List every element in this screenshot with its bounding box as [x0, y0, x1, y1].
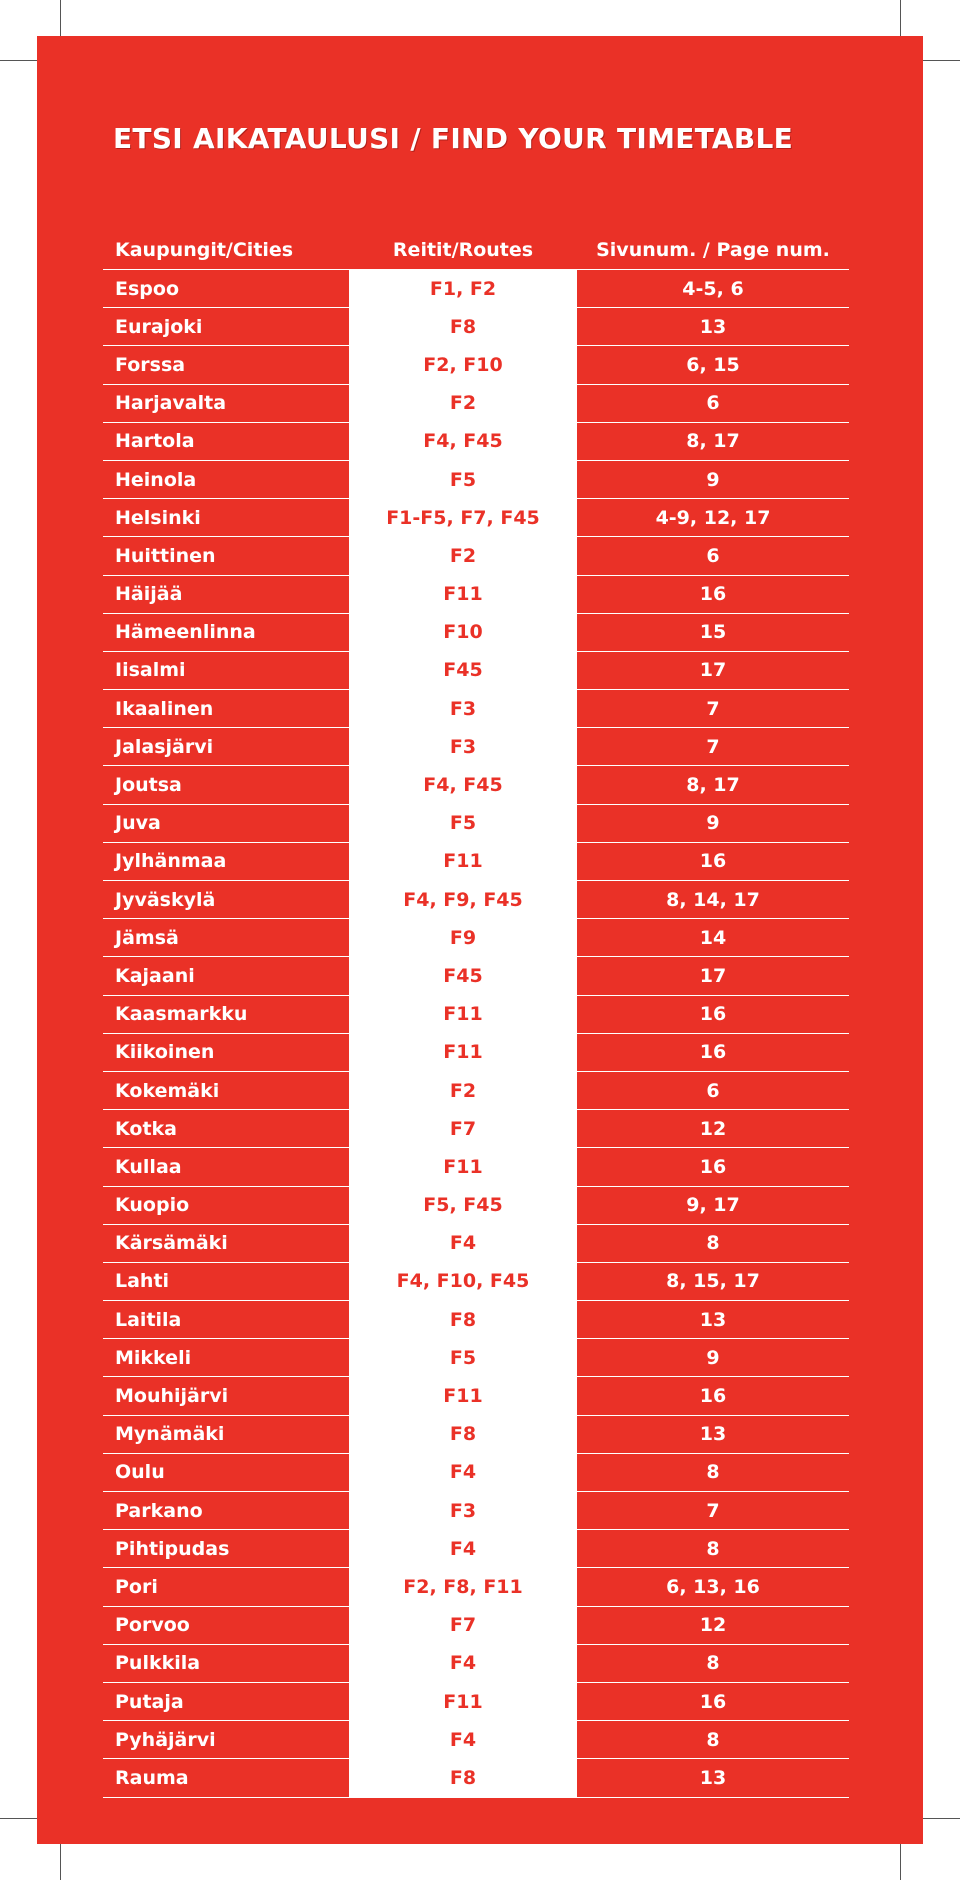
routes-cell: F11: [349, 576, 577, 613]
routes-cell: F3: [349, 728, 577, 765]
table-header-row: [103, 231, 849, 269]
city-cell: Ikaalinen: [115, 697, 214, 720]
page-num-cell: 6: [706, 544, 720, 567]
page-num-cell: 16: [699, 850, 727, 873]
routes-cell: F4, F9, F45: [349, 881, 577, 918]
routes-cell: F5: [349, 805, 577, 842]
crop-mark: [60, 0, 61, 38]
page-num-cell: 8, 14, 17: [666, 888, 760, 911]
page-num-cell: 9: [706, 468, 720, 491]
city-cell: Heinola: [115, 468, 197, 491]
routes-cell: F4, F45: [349, 766, 577, 803]
page-num-cell: 7: [706, 1499, 720, 1522]
page-title: ETSI AIKATAULUSI / FIND YOUR TIMETABLE: [113, 122, 794, 155]
routes-cell: F11: [349, 996, 577, 1033]
city-cell: Kiikoinen: [115, 1041, 215, 1064]
page-num-cell: 8, 15, 17: [666, 1270, 760, 1293]
city-cell: Iisalmi: [115, 659, 186, 682]
routes-cell: F5: [349, 1339, 577, 1376]
column-header-page-num: Sivunum. / Page num.: [596, 239, 830, 261]
table-row: [103, 1263, 849, 1301]
routes-cell: F3: [349, 690, 577, 727]
crop-mark: [60, 1842, 61, 1880]
page-num-cell: 13: [699, 1423, 727, 1446]
page-num-cell: 6: [706, 1079, 720, 1102]
routes-cell: F7: [349, 1607, 577, 1644]
table-row: [103, 843, 849, 881]
page-num-cell: 17: [699, 659, 727, 682]
routes-cell: F9: [349, 919, 577, 956]
city-cell: Rauma: [115, 1766, 189, 1789]
page-num-cell: 8: [706, 1728, 720, 1751]
city-cell: Helsinki: [115, 506, 201, 529]
table-row: [103, 881, 849, 919]
table-row: [103, 1034, 849, 1072]
routes-cell: F5, F45: [349, 1187, 577, 1224]
table-row: [103, 766, 849, 804]
page-num-cell: 8: [706, 1652, 720, 1675]
routes-cell: F45: [349, 652, 577, 689]
table-row: [103, 1492, 849, 1530]
table-row: [103, 996, 849, 1034]
routes-cell: F45: [349, 957, 577, 994]
page-num-cell: 16: [699, 1041, 727, 1064]
routes-cell: F1-F5, F7, F45: [349, 499, 577, 536]
table-row: [103, 1148, 849, 1186]
city-cell: Kaasmarkku: [115, 1003, 248, 1026]
city-cell: Kokemäki: [115, 1079, 220, 1102]
table-row: [103, 1416, 849, 1454]
city-cell: Kullaa: [115, 1155, 182, 1178]
page-num-cell: 17: [699, 964, 727, 987]
city-cell: Jyväskylä: [115, 888, 216, 911]
routes-cell: F2, F10: [349, 346, 577, 383]
table-row: [103, 270, 849, 308]
table-row: [103, 1721, 849, 1759]
city-cell: Joutsa: [115, 774, 182, 797]
routes-cell: F11: [349, 1683, 577, 1720]
routes-cell: F11: [349, 1148, 577, 1185]
city-cell: Häijää: [115, 583, 183, 606]
page-num-cell: 6, 15: [686, 353, 740, 376]
city-cell: Mouhijärvi: [115, 1385, 229, 1408]
crop-mark: [0, 1818, 42, 1819]
city-cell: Juva: [115, 812, 161, 835]
table-row: [103, 1339, 849, 1377]
page-num-cell: 8: [706, 1232, 720, 1255]
column-header-cities: Kaupungit/Cities: [115, 239, 294, 261]
page-num-cell: 16: [699, 583, 727, 606]
city-cell: Hämeenlinna: [115, 621, 256, 644]
page-num-cell: 4-5, 6: [682, 277, 744, 300]
city-cell: Pori: [115, 1575, 158, 1598]
table-row: [103, 385, 849, 423]
table-row: [103, 423, 849, 461]
city-route-table: [103, 231, 849, 1798]
city-cell: Lahti: [115, 1270, 170, 1293]
page-num-cell: 8, 17: [686, 430, 740, 453]
page-num-cell: 16: [699, 1003, 727, 1026]
city-cell: Jylhänmaa: [115, 850, 227, 873]
routes-cell: F2: [349, 1072, 577, 1109]
table-row: [103, 1110, 849, 1148]
city-cell: Eurajoki: [115, 315, 203, 338]
crop-mark: [918, 60, 960, 61]
crop-mark: [0, 60, 42, 61]
table-row: [103, 1225, 849, 1263]
city-cell: Pyhäjärvi: [115, 1728, 216, 1751]
page-num-cell: 4-9, 12, 17: [655, 506, 771, 529]
routes-cell: F11: [349, 1034, 577, 1071]
routes-cell: F11: [349, 843, 577, 880]
crop-mark: [900, 0, 901, 38]
table-row: [103, 1607, 849, 1645]
page-num-cell: 6, 13, 16: [666, 1575, 760, 1598]
table-row: [103, 346, 849, 384]
column-header-routes: Reitit/Routes: [392, 239, 534, 261]
table-row: [103, 1072, 849, 1110]
table-row: [103, 1377, 849, 1415]
routes-cell: F10: [349, 614, 577, 651]
table-row: [103, 690, 849, 728]
table-row: [103, 499, 849, 537]
city-cell: Kajaani: [115, 964, 195, 987]
routes-cell: F2: [349, 537, 577, 574]
table-row: [103, 919, 849, 957]
city-cell: Pihtipudas: [115, 1537, 230, 1560]
city-cell: Pulkkila: [115, 1652, 201, 1675]
table-row: [103, 461, 849, 499]
city-cell: Jämsä: [115, 926, 179, 949]
timetable-panel: [37, 36, 923, 1844]
routes-cell: F4: [349, 1645, 577, 1682]
routes-cell: F8: [349, 1416, 577, 1453]
page-num-cell: 7: [706, 697, 720, 720]
table-row: [103, 957, 849, 995]
table-row: [103, 1301, 849, 1339]
crop-mark: [918, 1818, 960, 1819]
table-row: [103, 308, 849, 346]
table-row: [103, 1530, 849, 1568]
city-cell: Mynämäki: [115, 1423, 225, 1446]
city-cell: Espoo: [115, 277, 179, 300]
table-body: [103, 269, 849, 1798]
routes-cell: F2, F8, F11: [349, 1568, 577, 1605]
page-num-cell: 16: [699, 1385, 727, 1408]
crop-mark: [900, 1842, 901, 1880]
page-num-cell: 13: [699, 1308, 727, 1331]
page-num-cell: 9, 17: [686, 1194, 740, 1217]
page-num-cell: 9: [706, 1346, 720, 1369]
page-num-cell: 13: [699, 315, 727, 338]
routes-cell: F4: [349, 1530, 577, 1567]
city-cell: Harjavalta: [115, 392, 227, 415]
routes-cell: F8: [349, 1759, 577, 1797]
routes-cell: F8: [349, 308, 577, 345]
table-row: [103, 1645, 849, 1683]
routes-cell: F8: [349, 1301, 577, 1338]
page-num-cell: 8: [706, 1537, 720, 1560]
page-num-cell: 8: [706, 1461, 720, 1484]
city-cell: Oulu: [115, 1461, 165, 1484]
city-cell: Putaja: [115, 1690, 184, 1713]
page-num-cell: 16: [699, 1155, 727, 1178]
routes-cell: F7: [349, 1110, 577, 1147]
routes-cell: F4: [349, 1721, 577, 1758]
page-num-cell: 12: [699, 1117, 727, 1140]
table-row: [103, 614, 849, 652]
page-num-cell: 7: [706, 735, 720, 758]
page-num-cell: 8, 17: [686, 774, 740, 797]
city-cell: Parkano: [115, 1499, 203, 1522]
table-row: [103, 652, 849, 690]
routes-cell: F11: [349, 1377, 577, 1414]
routes-cell: F4: [349, 1225, 577, 1262]
routes-cell: F3: [349, 1492, 577, 1529]
page-num-cell: 12: [699, 1614, 727, 1637]
page-num-cell: 6: [706, 392, 720, 415]
page-num-cell: 15: [699, 621, 727, 644]
table-row: [103, 728, 849, 766]
routes-cell: F4, F45: [349, 423, 577, 460]
routes-cell: F4, F10, F45: [349, 1263, 577, 1300]
table-row: [103, 1568, 849, 1606]
page-num-cell: 14: [699, 926, 727, 949]
table-row: [103, 1759, 849, 1797]
city-cell: Kuopio: [115, 1194, 190, 1217]
table-row: [103, 576, 849, 614]
city-cell: Huittinen: [115, 544, 216, 567]
city-cell: Laitila: [115, 1308, 182, 1331]
table-row: [103, 1683, 849, 1721]
page-num-cell: 9: [706, 812, 720, 835]
city-cell: Hartola: [115, 430, 195, 453]
table-row: [103, 537, 849, 575]
city-cell: Mikkeli: [115, 1346, 192, 1369]
city-cell: Forssa: [115, 353, 186, 376]
table-row: [103, 1454, 849, 1492]
city-cell: Porvoo: [115, 1614, 190, 1637]
routes-cell: F2: [349, 385, 577, 422]
city-cell: Kotka: [115, 1117, 177, 1140]
city-cell: Jalasjärvi: [115, 735, 214, 758]
routes-cell: F1, F2: [349, 270, 577, 307]
routes-cell: F4: [349, 1454, 577, 1491]
page-num-cell: 13: [699, 1766, 727, 1789]
city-cell: Kärsämäki: [115, 1232, 228, 1255]
page-num-cell: 16: [699, 1690, 727, 1713]
routes-cell: F5: [349, 461, 577, 498]
table-row: [103, 805, 849, 843]
table-row: [103, 1187, 849, 1225]
